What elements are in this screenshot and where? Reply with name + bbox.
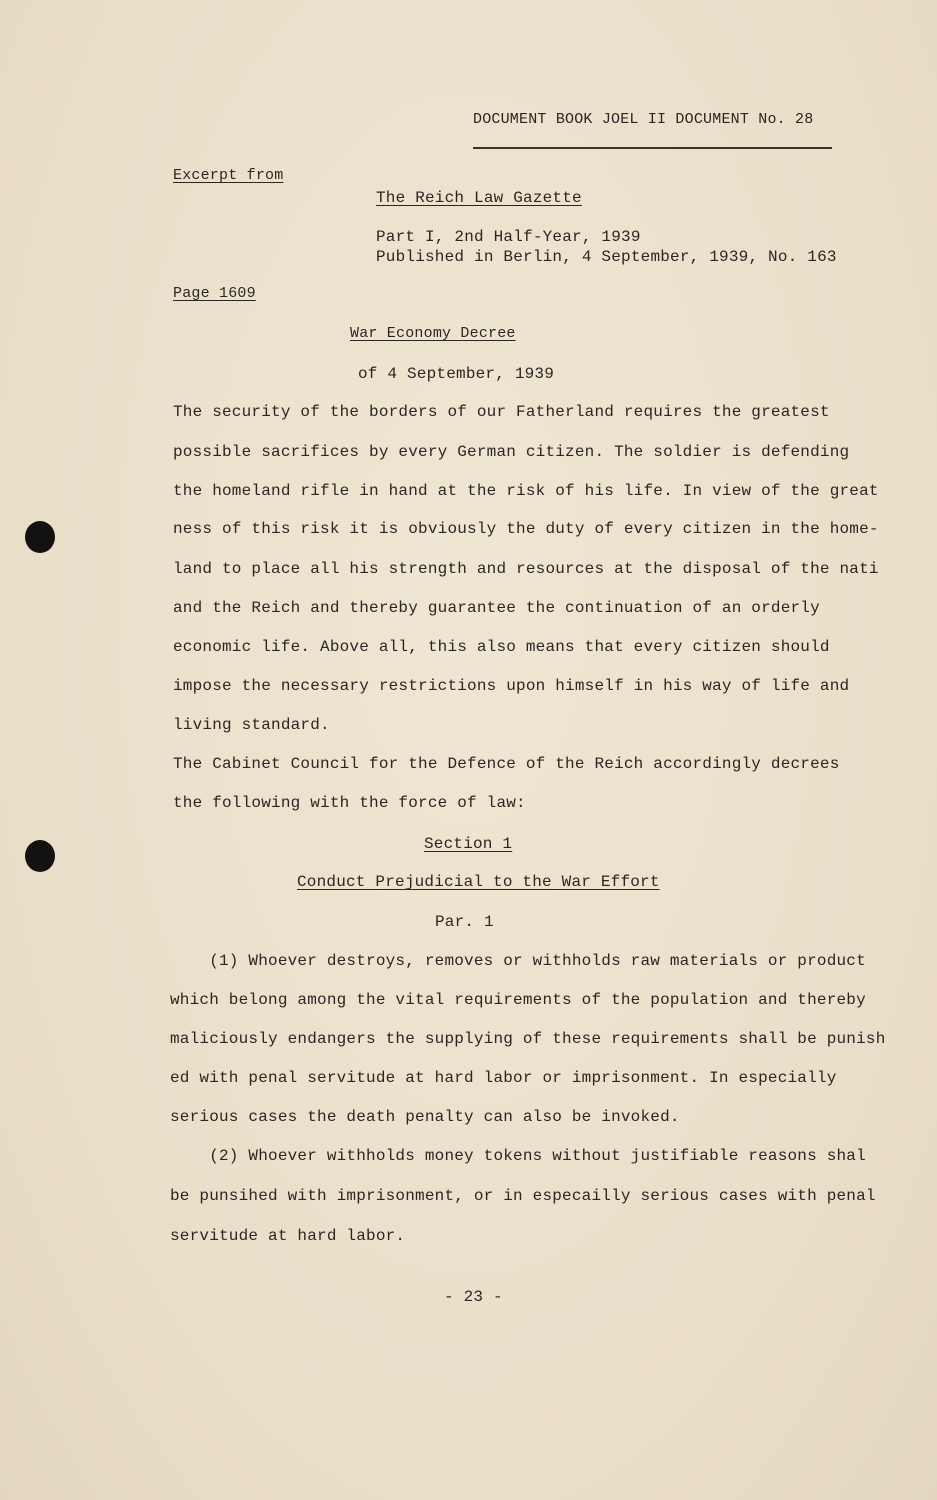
- text-line: maliciously endangers the supplying of these requirements shall be punish: [170, 1030, 886, 1048]
- source-title: The Reich Law Gazette: [376, 189, 582, 207]
- text-line: be punsihed with imprisonment, or in especailly serious cases with penal: [170, 1187, 876, 1205]
- text-line: The Cabinet Council for the Defence of the Reich accordingly decrees: [173, 755, 840, 773]
- source-published: Published in Berlin, 4 September, 1939, No. 163: [376, 248, 837, 266]
- section-title: Section 1: [424, 835, 513, 853]
- text-line: The security of the borders of our Fatherland requires the greatest: [173, 403, 830, 421]
- decree-title: War Economy Decree: [350, 325, 516, 342]
- text-line: serious cases the death penalty can also be invoked.: [170, 1108, 680, 1126]
- source-part: Part I, 2nd Half-Year, 1939: [376, 228, 641, 246]
- excerpt-label: Excerpt from: [173, 167, 284, 184]
- text-line: impose the necessary restrictions upon himself in his way of life and: [173, 677, 850, 695]
- text-line: and the Reich and thereby guarantee the continuation of an orderly: [173, 599, 820, 617]
- text-line: land to place all his strength and resources at the disposal of the nati: [173, 560, 879, 578]
- punch-hole: [25, 840, 55, 872]
- text-line: living standard.: [173, 716, 330, 734]
- header-rule: [473, 147, 832, 149]
- text-line: which belong among the vital requirements of the population and thereby: [170, 991, 866, 1009]
- paragraph-number: Par. 1: [435, 913, 494, 931]
- page-reference: Page 1609: [173, 285, 256, 302]
- text-line: servitude at hard labor.: [170, 1227, 406, 1245]
- decree-date: of 4 September, 1939: [358, 365, 555, 383]
- text-line: (2) Whoever withholds money tokens without justifiable reasons shal: [170, 1147, 866, 1165]
- page-number: - 23 -: [444, 1288, 503, 1306]
- section-subtitle: Conduct Prejudicial to the War Effort: [297, 873, 660, 891]
- text-line: possible sacrifices by every German citizen. The soldier is defending: [173, 443, 850, 461]
- document-reference: DOCUMENT BOOK JOEL II DOCUMENT No. 28: [473, 111, 814, 128]
- text-line: the homeland rifle in hand at the risk of his life. In view of the great: [173, 482, 879, 500]
- punch-hole: [25, 521, 55, 553]
- text-line: the following with the force of law:: [173, 794, 526, 812]
- text-line: ness of this risk it is obviously the duty of every citizen in the home-: [173, 520, 879, 538]
- text-line: economic life. Above all, this also means that every citizen should: [173, 638, 830, 656]
- text-line: ed with penal servitude at hard labor or imprisonment. In especially: [170, 1069, 837, 1087]
- text-line: (1) Whoever destroys, removes or withholds raw materials or product: [170, 952, 866, 970]
